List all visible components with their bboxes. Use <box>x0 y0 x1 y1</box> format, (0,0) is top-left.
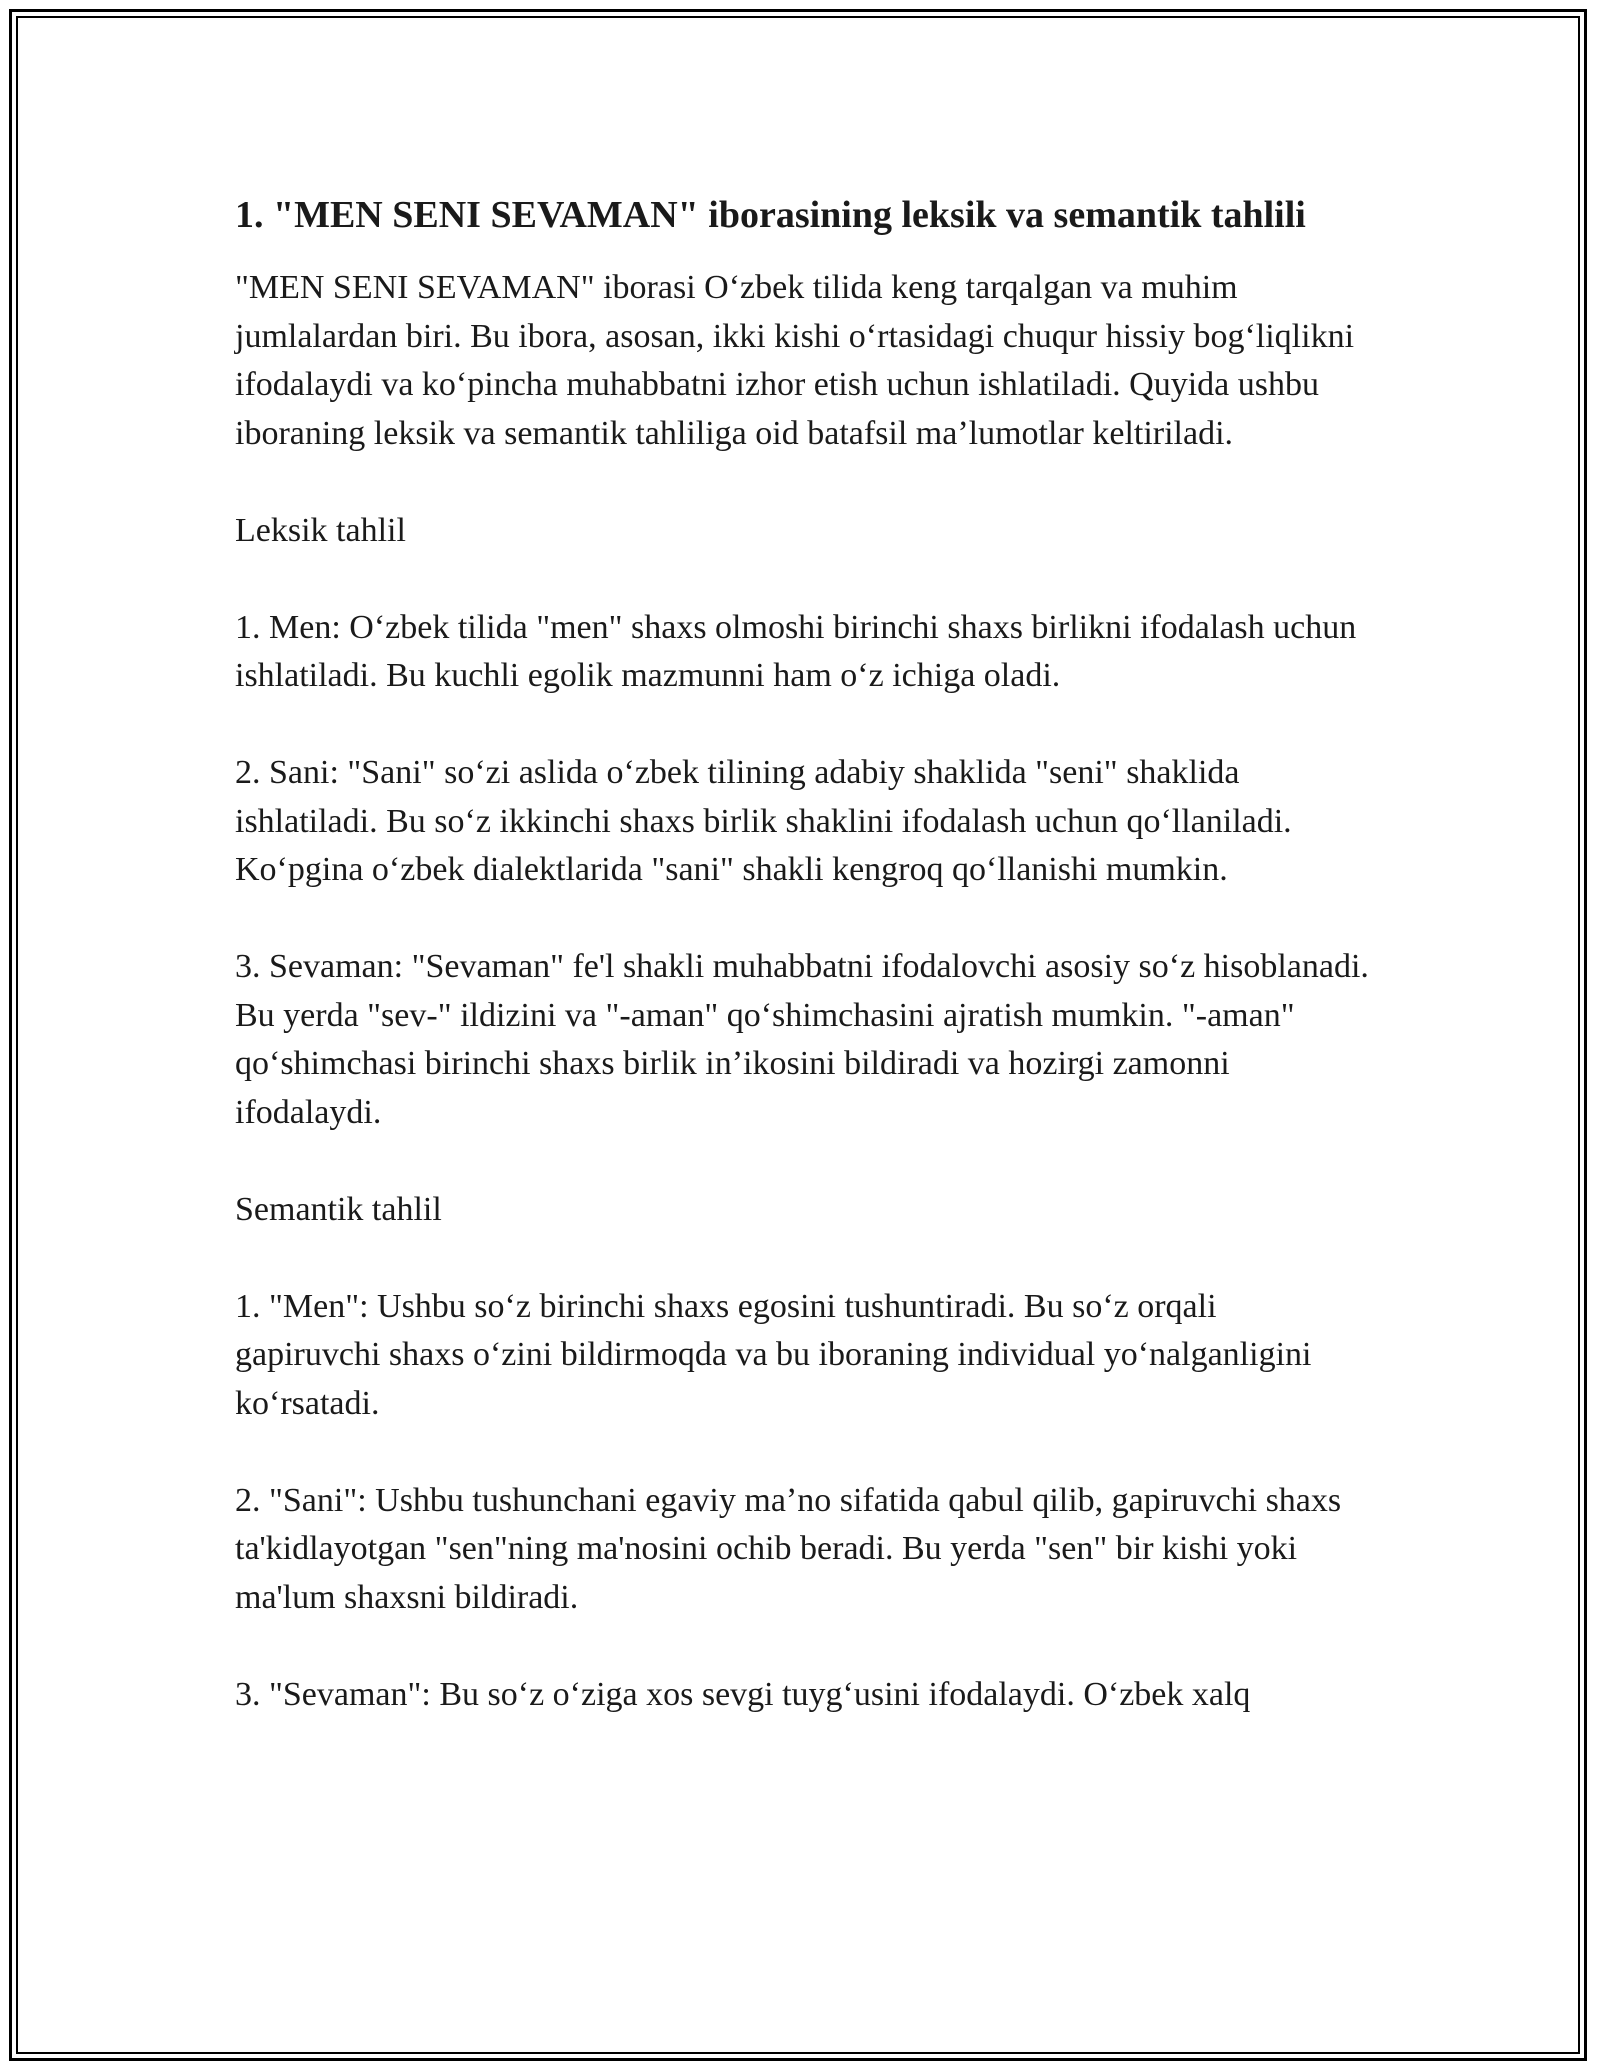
semantic-item-men: 1. "Men": Ushbu soʻz birinchi shaxs egosini tushuntiradi. Bu soʻz orqali gapiruvchi shaxs oʻzini bildirmoqda va bu iboraning individual yoʻnalganligini koʻrsatadi. <box>235 1287 1312 1422</box>
lexical-item-sani: 2. Sani: "Sani" soʻzi aslida oʻzbek tilining adabiy shaklida "seni" shaklida ishlatiladi. Bu soʻz ikkinchi shaxs birlik shaklini ifodalash uchun qoʻllaniladi. Koʻpgina oʻzbek dialektlarida "sani" shakli kengroq qoʻllanishi mumkin. <box>235 754 1292 888</box>
intro-paragraph: "MEN SENI SEVAMAN" iborasi Oʻzbek tilida keng tarqalgan va muhim jumlalardan biri. Bu ibora, asosan, ikki kishi oʻrtasidagi chuqur hissiy bogʻliqlikni ifodalaydi va koʻpincha muhabbatni izhor etish uchun ishlatiladi. Quyida ushbu iboraning leksik va semantik tahliliga oid batafsil maʼlumotlar keltiriladi. <box>235 269 1355 452</box>
semantic-item-sani: 2. "Sani": Ushbu tushunchani egaviy maʼno sifatida qabul qilib, gapiruvchi shaxs ta'kidlayotgan "sen"ning ma'nosini ochib beradi. Bu yerda "sen" bir kishi yoki ma'lum shaxsni bildiradi. <box>235 1481 1342 1616</box>
lexical-item-men: 1. Men: Oʻzbek tilida "men" shaxs olmoshi birinchi shaxs birlikni ifodalash uchun ishlatiladi. Bu kuchli egolik mazmunni ham oʻz ichiga oladi. <box>235 608 1357 694</box>
document-title: 1. "MEN SENI SEVAMAN" iborasining leksik va semantik tahlili <box>235 194 1306 236</box>
semantic-item-sevaman: 3. "Sevaman": Bu soʻz oʻziga xos sevgi tuygʻusini ifodalaydi. Oʻzbek xalq <box>235 1675 1251 1713</box>
semantic-heading: Semantik tahlil <box>235 1190 442 1228</box>
document-body <box>235 188 1370 1768</box>
lexical-item-sevaman: 3. Sevaman: "Sevaman" fe'l shakli muhabbatni ifodalovchi asosiy soʻz hisoblanadi. Bu yerda "sev-" ildizini va "-aman" qoʻshimchasini ajratish mumkin. "-aman" qoʻshimchasi birinchi shaxs birlik inʼikosini bildiradi va hozirgi zamonni ifodalaydi. <box>235 948 1369 1131</box>
lexical-heading: Leksik tahlil <box>235 511 406 549</box>
